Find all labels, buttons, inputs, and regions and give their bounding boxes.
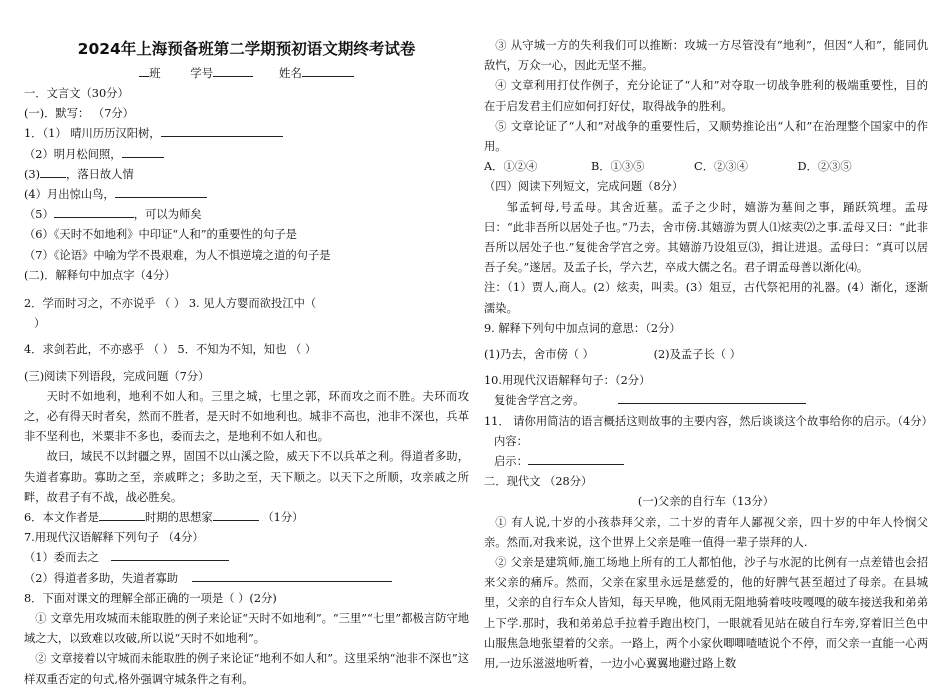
section-1-heading: 一．文言文（30分） bbox=[24, 87, 129, 100]
q1-1: 1．（1） 晴川历历汉阳树， bbox=[24, 124, 469, 144]
q1-5-blank[interactable] bbox=[54, 205, 134, 218]
passage-1: 天时不如地利，地利不如人和。三里之城，七里之郭，环而攻之而不胜。夫环而攻之，必有得天时者矣，然而不胜者，是天时不如地利也。城非不高也，池非不深也，兵革非不坚利也，米粟非不多也，委而去之，是地利不如人和也。 故曰，域民不以封疆之界，固国不以山溪之险，威天下不以兵革之利。得道者多助，失道者寡助。寡助之至，亲戚畔之；多助之至，天下顺之。以天下之所顺，攻亲戚之所畔，故君子有不战，战必胜矣。 bbox=[24, 389, 469, 504]
q2-q3: 2．学而时习之，不亦说乎 （ ） 3. 见人方婴而欲投江中（ bbox=[24, 297, 317, 311]
choice-a[interactable]: A．①②④ bbox=[484, 160, 538, 174]
q7-2: （2）得道者多助，失道者寡助 bbox=[24, 569, 469, 589]
q1-4: (4）月出惊山鸟， bbox=[24, 185, 469, 205]
q3-end: ） bbox=[34, 317, 46, 331]
choice-b[interactable]: B．①③⑤ bbox=[590, 160, 645, 174]
passage-3: 邹孟轲母,号孟母。其舍近墓。孟子之少时，嬉游为墓间之事，踊跃筑埋。孟母曰：“此非吾所以居处子也。”乃去，舍市傍.其嬉游为贾人⑴炫卖⑵之事.孟母又曰：“此非吾所以居处子也.”复徙舍学宫之旁。其嬉游乃设俎豆⑶，揖让进退。孟母曰：“真可以居吾子矣。”遂居。及孟子长，学六艺，卒成大儒之名。君子谓孟母善以渐化⑷。 bbox=[484, 200, 928, 275]
q7-2-blank[interactable] bbox=[192, 569, 392, 582]
q1-3: (3) ，落日故人情 bbox=[24, 165, 469, 185]
q1-2: （2）明月松间照， bbox=[24, 145, 469, 165]
id-blank[interactable] bbox=[213, 64, 253, 77]
subsection-1b: (二)．解释句中加点字（4分） bbox=[24, 268, 176, 282]
q9-2[interactable]: (2)及孟子长（ ） bbox=[653, 348, 741, 362]
q1-6: （6）《天时不如地利》中印证“人和”的重要性的句子是 bbox=[24, 228, 297, 242]
modern-paragraph-2: ② 父亲是建筑师,施工场地上所有的工人都怕他，沙子与水泥的比例有一点差错也会招来父亲的痛斥。然而，父亲在家里永远是慈爱的，他的好脾气甚至超过了母亲。在县城里，父亲的自行车众人皆知，每天早晚，他风雨无阻地骑着吱吱嘎嘎的破车接送我和弟弟上下学.那时，我和弟弟总手拉着手跑出校门，一眼就看见站在破自行车旁,穿着旧兰色中山服焦急地张望着的父亲。一路上，两个小家伙唧唧喳喳说个不停，而父亲一直能一心两用,一边乐滋滋地听着，一边小心翼翼地避过路上数 bbox=[484, 556, 928, 671]
q1-2-blank[interactable] bbox=[122, 145, 164, 158]
notes: 注：（1）贾人,商人。(2）炫卖，叫卖。(3）俎豆，古代祭祀用的礼器。(4）渐化，逐渐濡染。 bbox=[484, 281, 928, 315]
subsection-1c: (三)阅读下列语段，完成问题（7分） bbox=[24, 369, 210, 383]
q8-option-1: ① 文章先用攻城而未能取胜的例子来论证“天时不如地利”。“三里”“七里”都极言防守地域之大，以致难以攻破,所以说“天时不如地利”。 bbox=[24, 612, 469, 646]
q7-1: （1）委而去之 bbox=[24, 548, 469, 568]
q9: 9. 解释下列句中加点词的意思：（2分） bbox=[484, 321, 681, 335]
subsection-1a: (一)．默写： （7分） bbox=[24, 107, 134, 121]
choice-c[interactable]: C．②③④ bbox=[694, 160, 748, 174]
q8-option-3: ③ 从守城一方的失利我们可以推断：攻城一方尽管没有“地利”，但因“人和”，能同仇敌忾，万众一心，因此无坚不摧。 bbox=[484, 39, 928, 73]
exam-title: 2024年上海预备班第二学期预初语文期终考试卷 bbox=[77, 40, 416, 58]
q10-blank[interactable] bbox=[618, 391, 806, 404]
q10: 10.用现代汉语解释句子：（2分） bbox=[484, 374, 651, 388]
q11-content[interactable]: 内容： bbox=[494, 434, 528, 448]
q6: 6．本文作者是 时期的思想家 （1分） bbox=[24, 508, 469, 528]
id-label: 学号 bbox=[190, 66, 214, 80]
q1-4-blank[interactable] bbox=[115, 185, 207, 198]
left-column bbox=[24, 38, 469, 690]
q10-1: 复徙舍学宫之旁。 bbox=[484, 391, 928, 411]
choice-d[interactable]: D．②③⑤ bbox=[797, 160, 852, 174]
q1-1-blank[interactable] bbox=[161, 124, 283, 137]
q6-blank-1[interactable] bbox=[99, 508, 145, 521]
name-label: 姓名 bbox=[278, 66, 302, 80]
q11: 11． 请你用简洁的语言概括这则故事的主要内容，然后谈谈这个故事给你的启示。（4分） bbox=[484, 414, 933, 428]
q7-1-blank[interactable] bbox=[111, 548, 229, 561]
section-2-heading: 二．现代文 （28分） bbox=[484, 475, 593, 489]
class-blank[interactable] bbox=[139, 64, 149, 77]
q8: 8．下面对课文的理解全部正确的一项是（ ）(2分) bbox=[24, 591, 277, 605]
q4-q5: 4．求剑若此，不亦惑乎 （ ） 5．不知为不知，知也 （ ） bbox=[24, 343, 317, 357]
right-column bbox=[484, 36, 933, 674]
student-info bbox=[24, 64, 469, 82]
q9-items bbox=[484, 345, 928, 365]
name-blank[interactable] bbox=[302, 64, 354, 77]
q8-option-2: ② 文章接着以守城而未能取胜的例子来论证“地利不如人和”。这里采纳“池非不深也”这样双重否定的句式,格外强调守城条件之有利。 bbox=[24, 652, 469, 686]
q6-blank-2[interactable] bbox=[213, 508, 259, 521]
section-2a-heading: (一)父亲的自行车（13分） bbox=[637, 495, 775, 509]
modern-paragraph-1: ① 有人说,十岁的小孩恭拜父亲，二十岁的青年人鄙视父亲，四十岁的中年人怜悯父亲。然而,对我来说，这个世界上父亲是唯一值得一辈子崇拜的人. bbox=[484, 515, 928, 549]
q8-option-5: ⑤ 文章论证了“人和”对战争的重要性后，又顺势推论出“人和”在治理整个国家中的作用。 bbox=[484, 119, 928, 154]
q8-option-4: ④ 文章利用打仗作例子，充分论证了“人和”对夺取一切战争胜利的极端重要性，目的在于启发君主们应如何打好仗，取得战争的胜利。 bbox=[484, 79, 928, 113]
q11-insight-blank[interactable] bbox=[528, 452, 624, 465]
q8-choices bbox=[484, 157, 928, 177]
q9-1[interactable]: (1)乃去，舍市傍（ ） bbox=[484, 348, 594, 362]
q1-5: （5） ，可以为师矣 bbox=[24, 205, 469, 225]
class-label: 班 bbox=[149, 66, 161, 80]
section-4-heading: （四）阅读下列短文，完成问题（8分） bbox=[484, 180, 684, 194]
q1-3-blank[interactable] bbox=[40, 165, 66, 178]
q1-7: （7）《论语》中喻为学不畏艰难，为人不惧逆境之道的句子是 bbox=[24, 248, 331, 262]
q11-insight: 启示： bbox=[484, 452, 928, 472]
q7: 7.用现代汉语解释下列句子 （4分） bbox=[24, 531, 204, 545]
